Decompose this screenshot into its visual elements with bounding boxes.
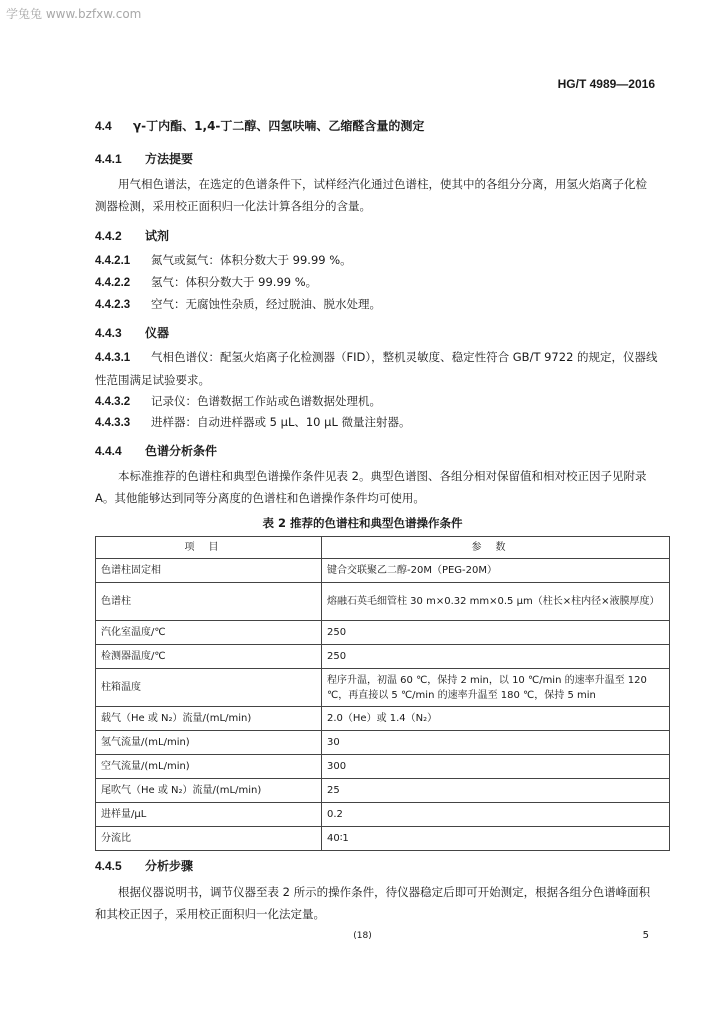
item-number: 4.4.3.1 [95, 352, 131, 364]
table-cell: 2.0（He）或 1.4（N₂） [322, 707, 670, 731]
table-cell: 汽化室温度/℃ [96, 621, 322, 645]
table-cell: 柱箱温度 [96, 669, 322, 707]
list-item [95, 390, 381, 413]
item-number: 4.4.2.3 [95, 299, 131, 311]
table-cell: 熔融石英毛细管柱 30 m×0.32 mm×0.5 μm（柱长×柱内径×液膜厚度） [322, 583, 670, 621]
list-item [95, 249, 352, 272]
table-cell: 色谱柱固定相 [96, 559, 322, 583]
table-cell: 键合交联聚乙二醇-20M（PEG-20M） [322, 559, 670, 583]
item-text: 进样器：自动进样器或 5 μL、10 μL 微量注射器。 [151, 415, 411, 429]
item-number: 4.4.2.1 [95, 255, 131, 267]
table-row [96, 621, 670, 645]
item-number: 4.4.3.2 [95, 396, 131, 408]
paragraph-method-summary: 用气相色谱法，在选定的色谱条件下，试样经汽化通过色谱柱，使其中的各组分分离，用氢火焰离子化检测器检测，采用校正面积归一化法计算各组分的含量。 [95, 177, 647, 213]
table-row [96, 755, 670, 779]
heading-title: 仪器 [145, 326, 170, 340]
section-number: 4.4 [95, 119, 112, 133]
item-text: 气相色谱仪：配氢火焰离子化检测器（FID），整机灵敏度、稳定性符合 GB/T 9722 的规定，仪器线性范围满足试验要求。 [95, 350, 658, 387]
table-row [96, 827, 670, 851]
section-title: γ-丁内酯、1,4-丁二醇、四氢呋喃、乙缩醛含量的测定 [133, 119, 425, 133]
table-cell: 300 [322, 755, 670, 779]
table-cell: 尾吹气（He 或 N₂）流量/(mL/min) [96, 779, 322, 803]
operating-conditions-table [95, 536, 670, 851]
heading-4-4-3 [95, 324, 169, 341]
table-cell: 氢气流量/(mL/min) [96, 731, 322, 755]
heading-4-4-5 [95, 857, 193, 874]
column-header-parameter: 参数 [322, 537, 670, 559]
list-item [95, 293, 381, 316]
table-cell: 载气（He 或 N₂）流量/(mL/min) [96, 707, 322, 731]
paragraph-chromatography-conditions: 本标准推荐的色谱柱和典型色谱操作条件见表 2。典型色谱图、各组分相对保留值和相对校正因子见附录 A。其他能够达到同等分离度的色谱柱和色谱操作条件均可使用。 [95, 469, 647, 505]
table-title: 表 2 推荐的色谱柱和典型色谱操作条件 [262, 516, 463, 530]
footer-page-number: 5 [642, 930, 649, 941]
section-heading [95, 117, 424, 134]
standard-number: HG/T 4989—2016 [557, 77, 655, 91]
heading-number: 4.4.3 [95, 326, 122, 340]
list-item [95, 346, 658, 391]
table-cell: 进样量/μL [96, 803, 322, 827]
table-row [96, 583, 670, 621]
table-row [96, 669, 670, 707]
heading-number: 4.4.4 [95, 444, 122, 458]
item-text: 氢气：体积分数大于 99.99 %。 [151, 275, 318, 289]
heading-number: 4.4.2 [95, 229, 122, 243]
table-row [96, 803, 670, 827]
table-cell: 色谱柱 [96, 583, 322, 621]
heading-title: 试剂 [145, 229, 170, 243]
table-cell: 检测器温度/℃ [96, 645, 322, 669]
item-text: 氮气或氦气：体积分数大于 99.99 %。 [151, 253, 352, 267]
heading-4-4-4 [95, 442, 217, 459]
paragraph-analysis-steps: 根据仪器说明书，调节仪器至表 2 所示的操作条件，待仪器稳定后即可开始测定，根据各组分色谱峰面积和其校正因子，采用校正面积归一化法定量。 [95, 885, 651, 921]
heading-title: 分析步骤 [145, 859, 194, 873]
table-cell: 30 [322, 731, 670, 755]
column-header-item: 项目 [96, 537, 322, 559]
item-number: 4.4.2.2 [95, 277, 131, 289]
table-cell: 分流比 [96, 827, 322, 851]
table-header-row [96, 537, 670, 559]
footer-page-label: (18) [353, 931, 372, 941]
table-cell: 0.2 [322, 803, 670, 827]
table-row [96, 559, 670, 583]
table-row [96, 779, 670, 803]
list-item [95, 271, 317, 294]
table-cell: 250 [322, 645, 670, 669]
table-cell: 25 [322, 779, 670, 803]
item-text: 记录仪：色谱数据工作站或色谱数据处理机。 [151, 394, 381, 408]
table-cell: 40∶1 [322, 827, 670, 851]
heading-title: 色谱分析条件 [145, 444, 218, 458]
heading-4-4-2 [95, 227, 169, 244]
table-row [96, 731, 670, 755]
list-item [95, 411, 411, 434]
heading-title: 方法提要 [145, 152, 194, 166]
table-cell: 空气流量/(mL/min) [96, 755, 322, 779]
table-row [96, 645, 670, 669]
heading-4-4-1 [95, 150, 193, 167]
table-cell: 程序升温，初温 60 ℃，保持 2 min，以 10 ℃/min 的速率升温至 120 ℃，再直接以 5 ℃/min 的速率升温至 180 ℃，保持 5 min [322, 669, 670, 707]
heading-number: 4.4.1 [95, 152, 122, 166]
item-text: 空气：无腐蚀性杂质，经过脱油、脱水处理。 [151, 297, 381, 311]
table-cell: 250 [322, 621, 670, 645]
heading-number: 4.4.5 [95, 859, 122, 873]
watermark: 学兔兔 www.bzfxw.com [6, 7, 142, 21]
item-number: 4.4.3.3 [95, 417, 131, 429]
table-row [96, 707, 670, 731]
